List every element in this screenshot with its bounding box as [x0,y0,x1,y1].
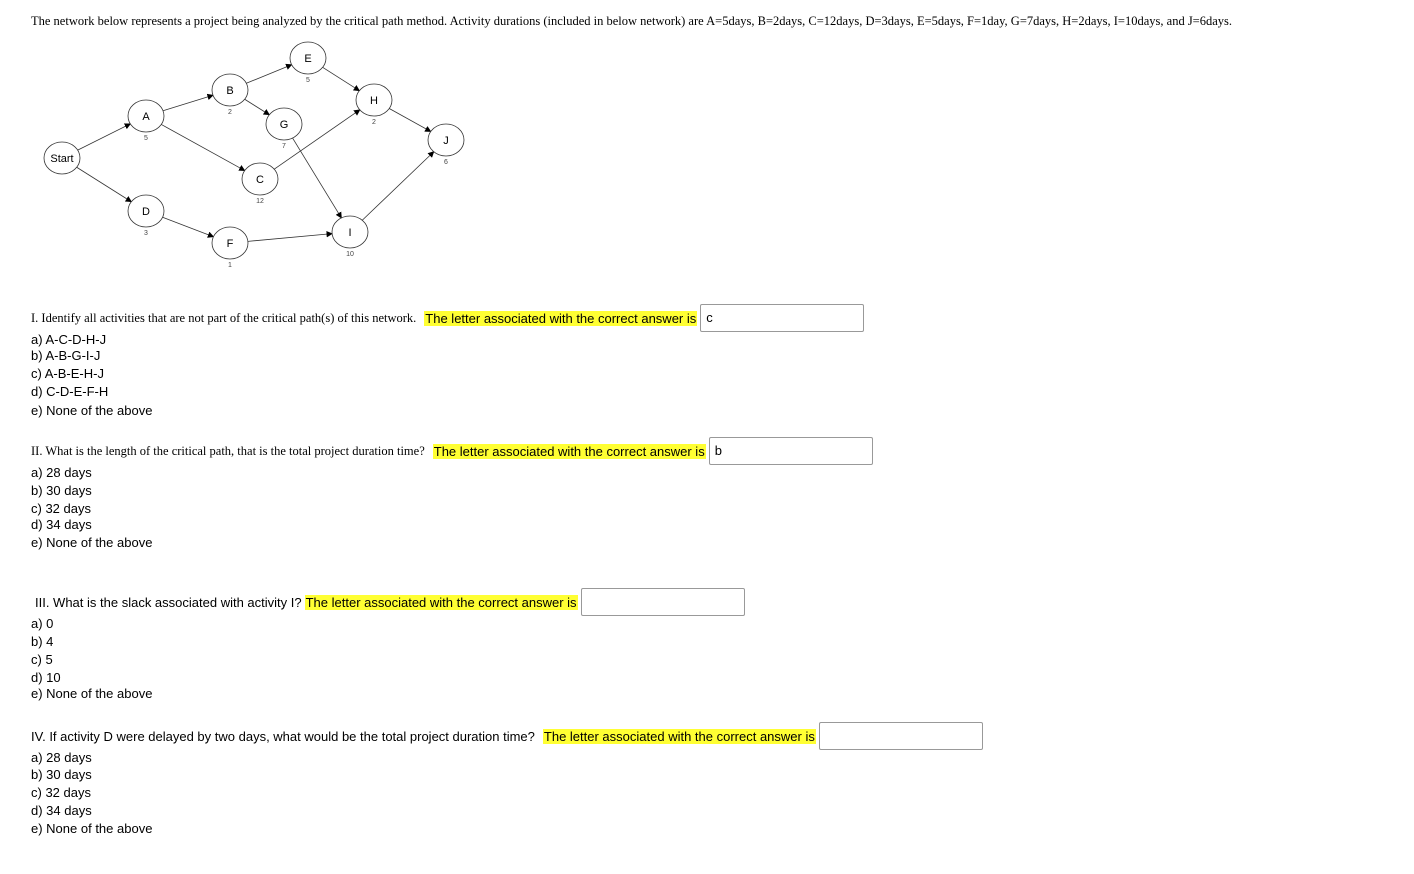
node-label: Start [50,153,74,165]
option: c) 32 days [31,785,91,800]
question-4 [31,722,983,750]
option: c) 5 [31,652,53,667]
answer-input-1[interactable]: c [700,304,864,332]
option: b) 30 days [31,767,92,782]
node-G [266,108,302,150]
option: e) None of the above [31,686,153,701]
node-duration: 12 [256,198,264,205]
node-label: B [226,85,234,97]
node-H [356,84,392,126]
edge-I-J [362,152,434,221]
answer-label: The letter associated with the correct answer is [425,310,697,326]
node-duration: 5 [306,77,310,84]
edge-F-I [248,234,332,242]
option: a) 28 days [31,465,92,480]
network-diagram [0,0,500,280]
node-duration: 7 [282,143,286,150]
node-label: A [142,111,150,123]
edge-A-B [163,95,213,110]
question-3 [35,588,745,616]
node-duration: 3 [144,230,148,237]
node-B [212,74,248,116]
node-label: E [304,53,312,65]
answer-label: The letter associated with the correct answer is [305,594,577,610]
edge-D-F [163,217,214,236]
node-label: H [370,95,378,107]
edge-H-J [389,108,430,131]
question-2 [31,437,873,465]
option: e) None of the above [31,403,153,418]
node-I [332,216,368,258]
node-duration: 2 [372,119,376,126]
node-F [212,227,248,269]
option: d) 34 days [31,803,92,818]
node-duration: 1 [228,262,232,269]
node-J [428,124,464,166]
question-4-prompt: IV. If activity D were delayed by two days, what would be the total project duration time? [31,728,535,744]
option: e) None of the above [31,821,153,836]
edge-G-I [293,138,342,218]
node-label: I [348,227,352,239]
question-1-prompt: I. Identify all activities that are not part of the critical path(s) of this network. [31,310,417,325]
node-duration: 2 [228,109,232,116]
node-label: C [256,174,264,186]
answer-label: The letter associated with the correct answer is [433,443,705,459]
option: e) None of the above [31,535,153,550]
intro-text: The network below represents a project being analyzed by the critical path method. Activity durations (included in below network) are A=5days, B=2days, C=12days, D=3days, E=5days, F=1day, G=7days, H=2days, I=10days, and J=6days. [31,14,1233,28]
node-A [128,100,164,142]
node-label: D [142,206,150,218]
answer-input-4[interactable] [819,722,983,750]
answer-input-3[interactable] [581,588,745,616]
node-Start [44,142,80,174]
option: a) 28 days [31,750,92,765]
question-1 [31,304,864,332]
option: d) C-D-E-F-H [31,384,109,399]
node-label: F [226,238,234,250]
option: c) 32 days [31,501,91,516]
node-label: G [279,119,289,131]
edge-B-E [246,65,291,84]
option: b) 30 days [31,483,92,498]
option: d) 10 [31,670,61,685]
node-label: J [443,135,449,147]
answer-label: The letter associated with the correct answer is [543,728,815,744]
edge-B-G [245,99,270,115]
node-duration: 10 [346,251,354,258]
edge-E-H [323,67,360,90]
option: b) A-B-G-I-J [31,348,101,363]
edge-Start-D [77,167,132,201]
question-2-prompt: II. What is the length of the critical path, that is the total project duration time? [31,443,425,458]
option: a) 0 [31,616,54,631]
option: a) A-C-D-H-J [31,332,107,347]
node-D [128,195,164,237]
node-duration: 6 [444,159,448,166]
option: b) 4 [31,634,54,649]
node-C [242,163,278,205]
option: d) 34 days [31,517,92,532]
question-3-prompt: III. What is the slack associated with activity I? [35,594,302,610]
node-E [290,42,326,84]
option: c) A-B-E-H-J [31,366,104,381]
answer-input-2[interactable]: b [709,437,873,465]
edge-Start-A [78,124,131,150]
node-duration: 5 [144,135,148,142]
edge-A-C [161,124,244,170]
